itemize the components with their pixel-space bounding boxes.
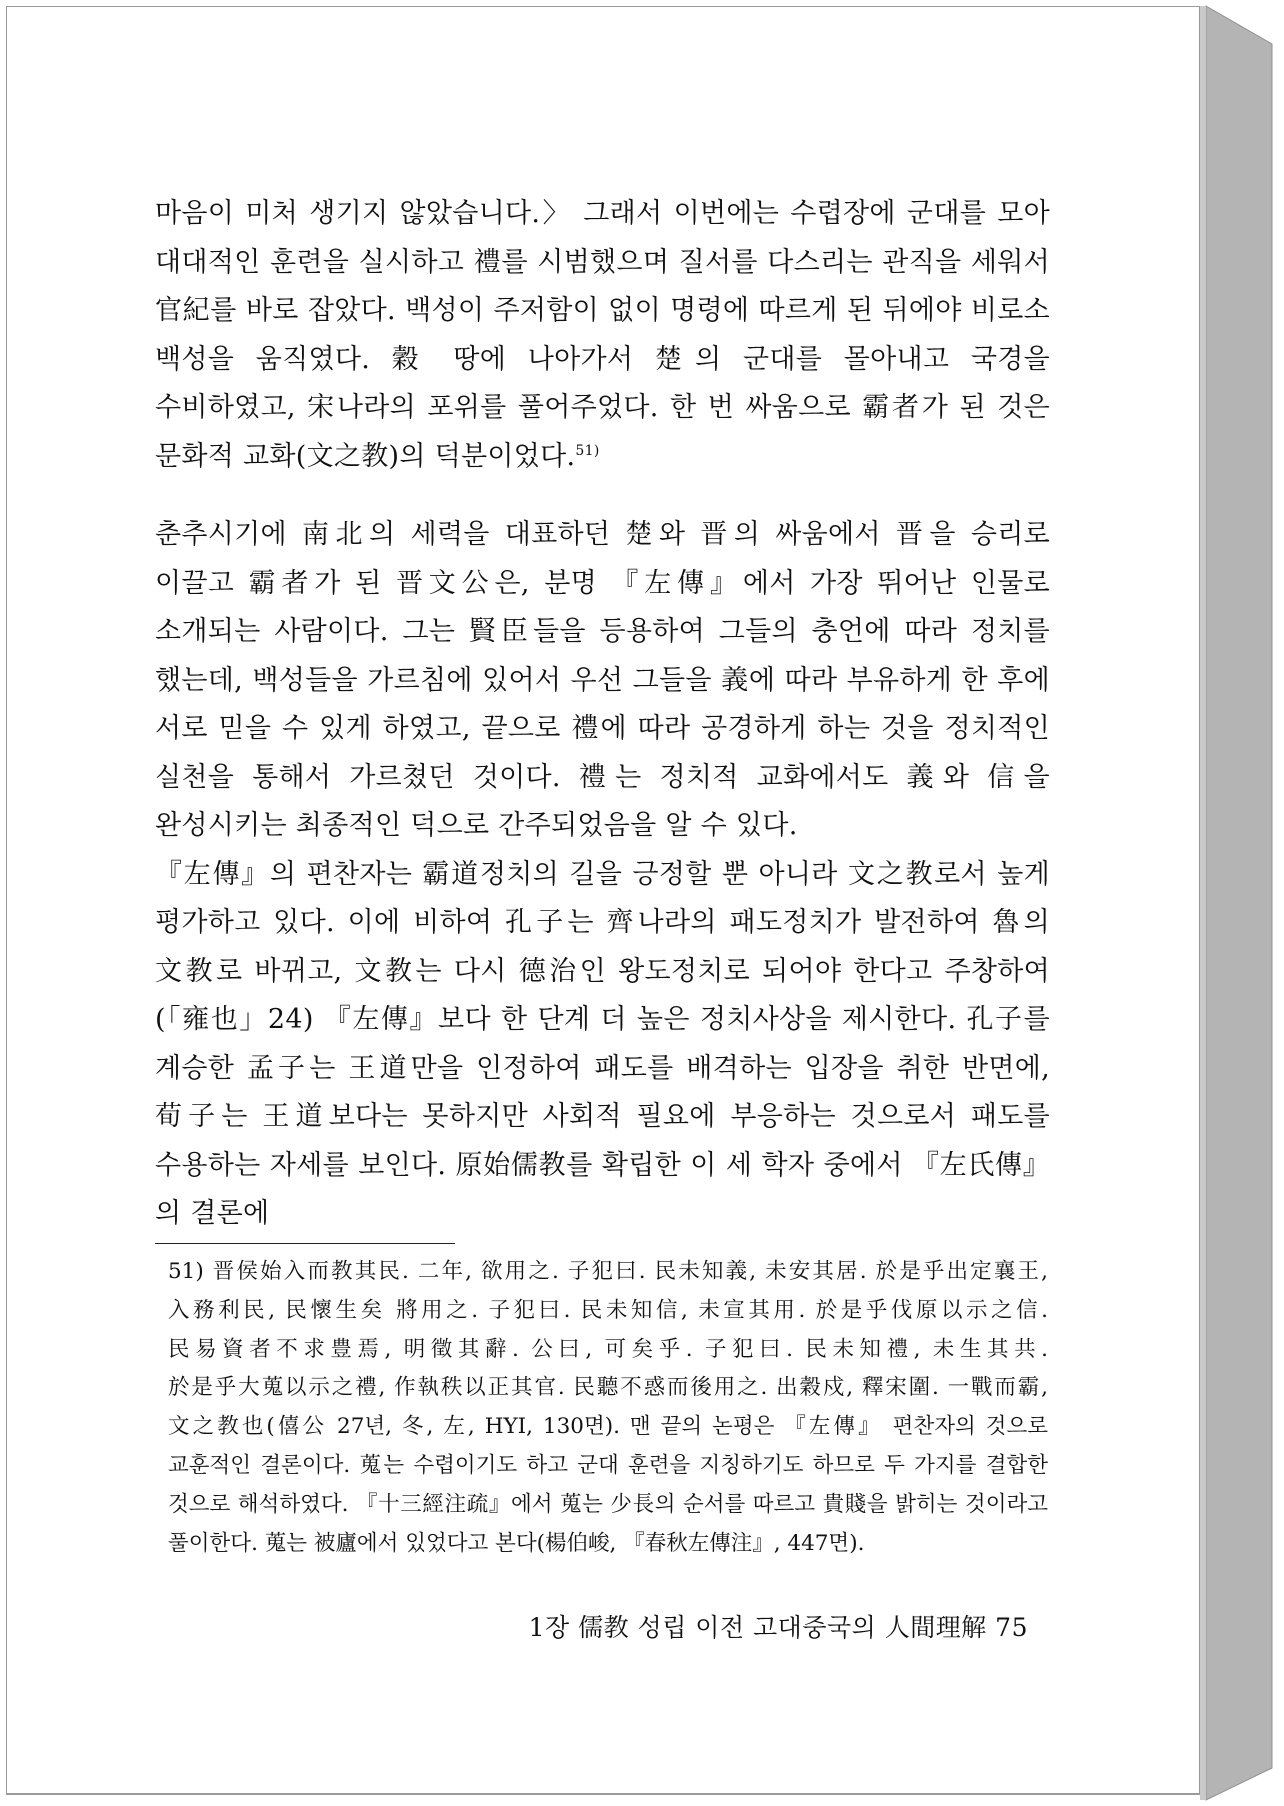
page-content bbox=[155, 190, 1050, 1239]
footnote-ref: 51) bbox=[575, 442, 600, 459]
running-footer: 1장 儒教 성립 이전 고대중국의 人間理解 75 bbox=[528, 1613, 1028, 1642]
footnote-text: 晋侯始入而教其民. 二年, 欲用之. 子犯曰. 民未知義, 未安其居. 於是乎出定襄王, 入務利民, 民懷生矣 將用之. 子犯曰. 民未知信, 未宣其用. 於是乎伐原以示之信. 民易資者不求豊焉, 明徵其辭. 公曰, 可矣乎. 子犯曰. 民未知禮, 未生其共. 於是乎大蒐以示之禮, 作執秩以正其官. 民聽不惑而後用之. 出穀戍, 釋宋圍. 一戰而霸, 文之教也(僖公 27년, 冬, 左, HYI, 130면). 맨 끝의 논평은 『左傳』 편찬자의 것으로 교훈적인 결론이다. 蒐는 수렵이기도 하고 군대 훈련을 지칭하기도 하므로 두 가지를 결합한 것으로 해석하였다. 『十三經注疏』에서 蒐는 少長의 순서를 따르고 貴賤을 밝히는 것이라고 풀이한다. 蒐는 被廬에서 있었다고 본다(楊伯峻, 『春秋左傳注』, 447면). bbox=[168, 1259, 1048, 1556]
quote-text: 마음이 미처 생기지 않았습니다.〉 그래서 이번에는 수렵장에 군대를 모아 대대적인 훈련을 실시하고 禮를 시범했으며 질서를 다스리는 관직을 세워서 官紀를 바로 잡았다. 백성이 주저함이 없이 명령에 따르게 된 뒤에야 비로소 백성을 움직였다. 穀 땅에 나아가서 楚의 군대를 몰아내고 국경을 수비하였고, 宋나라의 포위를 풀어주었다. 한 번 싸움으로 霸者가 된 것은 문화적 교화(文之教)의 덕분이었다. bbox=[155, 198, 1050, 472]
footnote-number: 51) bbox=[168, 1259, 204, 1284]
footnote-divider bbox=[155, 1243, 455, 1244]
block-quote bbox=[155, 190, 1050, 481]
footnote-51 bbox=[168, 1253, 1048, 1563]
body-paragraph-1: 춘추시기에 南北의 세력을 대표하던 楚와 晋의 싸움에서 晋을 승리로 이끌고 霸者가 된 晋文公은, 분명 『左傳』에서 가장 뛰어난 인물로 소개되는 사람이다. 그는 賢臣들을 등용하여 그들의 충언에 따라 정치를 했는데, 백성들을 가르침에 있어서 우선 그들을 義에 따라 부유하게 한 후에 서로 믿을 수 있게 하였고, 끝으로 禮에 따라 공경하게 하는 것을 정치적인 실천을 통해서 가르쳤던 것이다. 禮는 정치적 교화에서도 義와 信을 완성시키는 최종적인 덕으로 간주되었음을 알 수 있다. bbox=[155, 519, 1050, 841]
body-paragraph-2: 『左傳』의 편찬자는 霸道정치의 길을 긍정할 뿐 아니라 文之教로서 높게 평가하고 있다. 이에 비하여 孔子는 齊나라의 패도정치가 발전하여 魯의 文教로 바뀌고, 文教는 다시 德治인 왕도정치로 되어야 한다고 주창하여(「雍也」24) 『左傳』보다 한 단계 더 높은 정치사상을 제시한다. 孔子를 계승한 孟子는 王道만을 인정하여 패도를 배격하는 입장을 취한 반면에, 荀子는 王道보다는 못하지만 사회적 필요에 부응하는 것으로서 패도를 수용하는 자세를 보인다. 原始儒教를 확립한 이 세 학자 중에서 『左氏傳』의 결론에 bbox=[155, 858, 1050, 1229]
